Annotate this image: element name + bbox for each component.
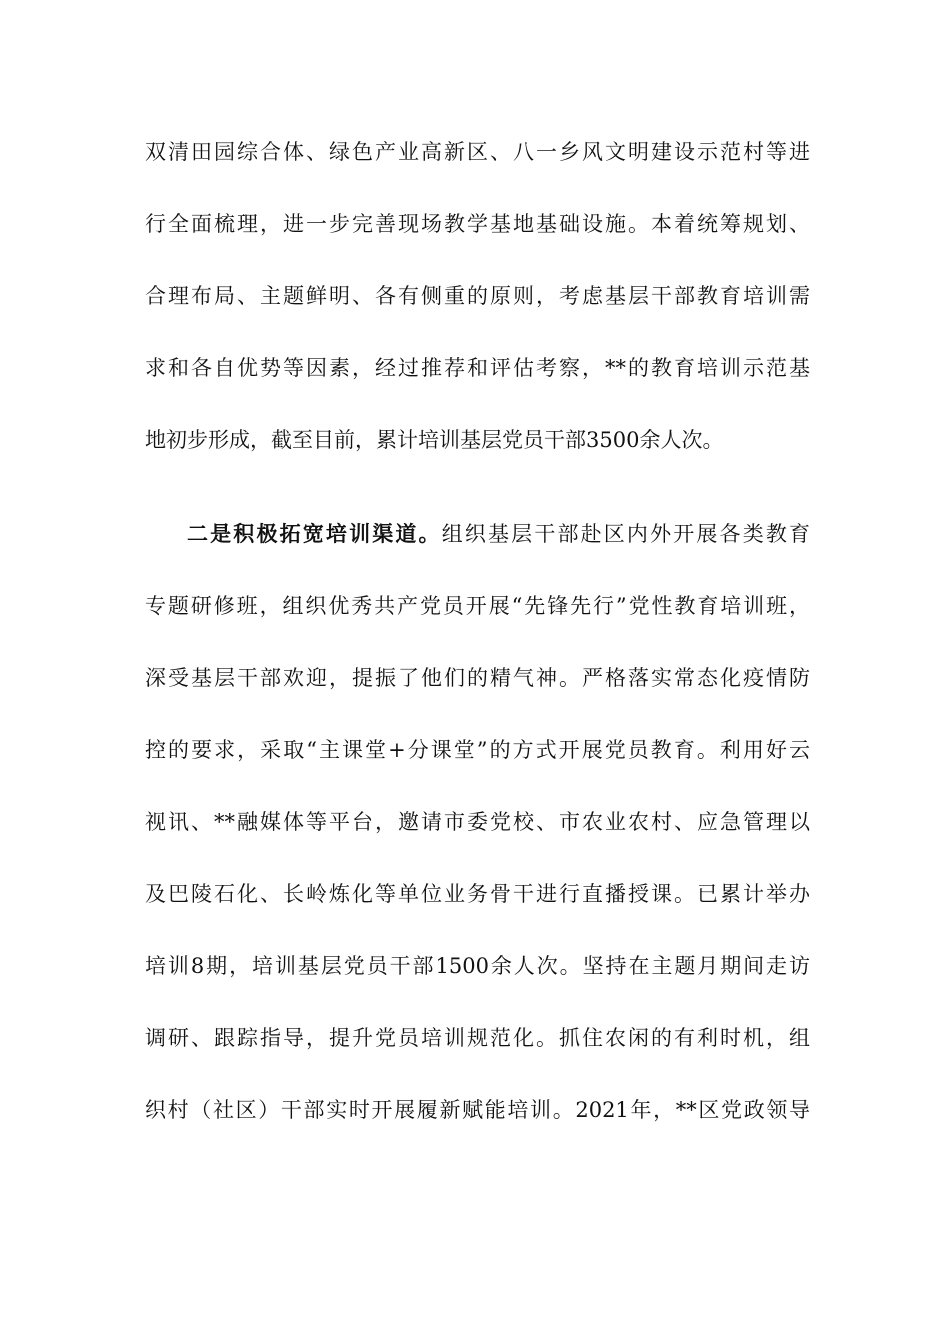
paragraph-first-line-text: 组织基层干部赴区内外开展各类教育 — [441, 522, 811, 546]
paragraph-first-line — [187, 514, 810, 554]
paragraph-heading: 二是积极拓宽培训渠道。 — [187, 521, 442, 546]
paragraph-line: 及巴陵石化、长岭炼化等单位业务骨干进行直播授课。已累计举办 — [145, 882, 810, 906]
paragraph-line: 专题研修班，组织优秀共产党员开展“先锋先行”党性教育培训班， — [145, 594, 810, 618]
paragraph-line: 行全面梳理，进一步完善现场教学基地基础设施。本着统筹规划、 — [145, 212, 810, 236]
paragraph-line: 求和各自优势等因素，经过推荐和评估考察，**的教育培训示范基 — [145, 356, 810, 380]
paragraph-line: 调研、跟踪指导，提升党员培训规范化。抓住农闲的有利时机，组 — [145, 1026, 810, 1050]
paragraph-line: 织村（社区）干部实时开展履新赋能培训。2021年，**区党政领导 — [145, 1098, 810, 1122]
paragraph-line: 双清田园综合体、绿色产业高新区、八一乡风文明建设示范村等进 — [145, 140, 810, 164]
paragraph-line: 视讯、**融媒体等平台，邀请市委党校、市农业农村、应急管理以 — [145, 810, 810, 834]
paragraph-line: 合理布局、主题鲜明、各有侧重的原则，考虑基层干部教育培训需 — [145, 284, 810, 308]
paragraph-line: 深受基层干部欢迎，提振了他们的精气神。严格落实常态化疫情防 — [145, 666, 810, 690]
paragraph-line: 地初步形成，截至目前，累计培训基层党员干部3500余人次。 — [145, 428, 724, 452]
paragraph-line: 控的要求，采取“主课堂+分课堂”的方式开展党员教育。利用好云 — [145, 738, 810, 762]
paragraph-line: 培训8期，培训基层党员干部1500余人次。坚持在主题月期间走访 — [145, 954, 810, 978]
